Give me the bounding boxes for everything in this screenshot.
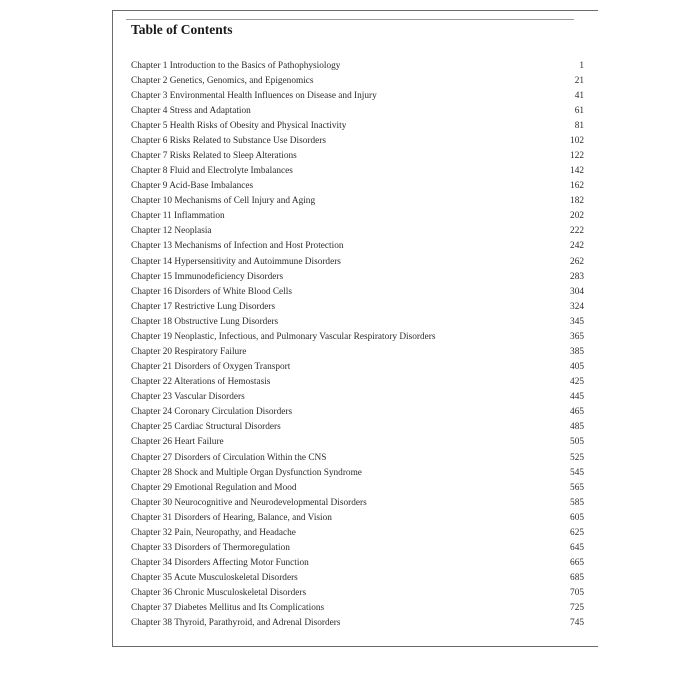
toc-entry-page-number: 745 bbox=[570, 618, 584, 629]
toc-entry bbox=[131, 209, 584, 224]
toc-entry bbox=[131, 254, 584, 269]
toc-entry-page-number: 262 bbox=[570, 256, 584, 267]
toc-entry-page-number: 665 bbox=[570, 558, 584, 569]
toc-entry-title: Chapter 15 Immunodeficiency Disorders bbox=[131, 271, 284, 282]
toc-entry-title: Chapter 24 Coronary Circulation Disorders bbox=[131, 407, 293, 418]
toc-entry-title: Chapter 23 Vascular Disorders bbox=[131, 392, 245, 403]
toc-entry bbox=[131, 495, 584, 510]
toc-entry-title: Chapter 36 Chronic Musculoskeletal Disorders bbox=[131, 588, 307, 599]
toc-entry bbox=[131, 118, 584, 133]
toc-entry-title: Chapter 25 Cardiac Structural Disorders bbox=[131, 422, 281, 433]
toc-entry-title: Chapter 32 Pain, Neuropathy, and Headache bbox=[131, 527, 296, 538]
toc-entry bbox=[131, 465, 584, 480]
toc-entry-title: Chapter 26 Heart Failure bbox=[131, 437, 224, 448]
toc-entry-title: Chapter 31 Disorders of Hearing, Balance, and Vision bbox=[131, 512, 332, 523]
toc-entry bbox=[131, 435, 584, 450]
toc-entry-page-number: 505 bbox=[570, 437, 584, 448]
toc-entry-page-number: 525 bbox=[570, 452, 584, 463]
toc-entry bbox=[131, 194, 584, 209]
toc-entry bbox=[131, 314, 584, 329]
toc-entry bbox=[131, 103, 584, 118]
toc-entry-page-number: 122 bbox=[570, 151, 584, 161]
toc-entry bbox=[131, 525, 584, 540]
toc-entry-title: Chapter 33 Disorders of Thermoregulation bbox=[131, 543, 290, 554]
toc-list bbox=[131, 58, 584, 631]
toc-entry-title: Chapter 9 Acid-Base Imbalances bbox=[131, 181, 254, 192]
toc-entry bbox=[131, 73, 584, 88]
toc-entry-page-number: 1 bbox=[579, 60, 584, 71]
toc-entry-title: Chapter 5 Health Risks of Obesity and Physical Inactivity bbox=[131, 120, 347, 131]
toc-entry-page-number: 645 bbox=[570, 543, 584, 554]
toc-entry bbox=[131, 239, 584, 254]
toc-entry bbox=[131, 586, 584, 601]
toc-entry-page-number: 685 bbox=[570, 573, 584, 584]
toc-entry-page-number: 182 bbox=[570, 196, 584, 207]
toc-entry-page-number: 485 bbox=[570, 422, 584, 433]
toc-entry-title: Chapter 38 Thyroid, Parathyroid, and Adrenal Disorders bbox=[131, 618, 341, 629]
toc-entry-page-number: 445 bbox=[570, 392, 584, 403]
toc-entry-title: Chapter 11 Inflammation bbox=[131, 211, 225, 222]
toc-entry-title: Chapter 17 Restrictive Lung Disorders bbox=[131, 301, 276, 312]
toc-entry-page-number: 81 bbox=[574, 120, 584, 131]
toc-entry-title: Chapter 7 Risks Related to Sleep Alterations bbox=[131, 151, 297, 161]
toc-entry-page-number: 21 bbox=[574, 75, 584, 86]
toc-entry bbox=[131, 179, 584, 194]
toc-entry bbox=[131, 284, 584, 299]
toc-entry bbox=[131, 480, 584, 495]
toc-entry bbox=[131, 58, 584, 73]
toc-entry-page-number: 102 bbox=[570, 135, 584, 146]
toc-entry bbox=[131, 375, 584, 390]
toc-entry-title: Chapter 21 Disorders of Oxygen Transport bbox=[131, 362, 291, 373]
toc-entry bbox=[131, 164, 584, 179]
toc-entry-title: Chapter 8 Fluid and Electrolyte Imbalances bbox=[131, 166, 293, 177]
toc-entry-title: Chapter 1 Introduction to the Basics of Pathophysiology bbox=[131, 60, 341, 71]
toc-entry bbox=[131, 390, 584, 405]
toc-entry-title: Chapter 27 Disorders of Circulation Within the CNS bbox=[131, 452, 327, 463]
toc-entry bbox=[131, 571, 584, 586]
toc-entry-page-number: 625 bbox=[570, 527, 584, 538]
page-title: Table of Contents bbox=[131, 22, 233, 37]
toc-entry bbox=[131, 405, 584, 420]
toc-entry bbox=[131, 133, 584, 148]
toc-entry-page-number: 304 bbox=[570, 286, 584, 297]
toc-entry-title: Chapter 14 Hypersensitivity and Autoimmune Disorders bbox=[131, 256, 341, 267]
toc-entry-title: Chapter 13 Mechanisms of Infection and Host Protection bbox=[131, 241, 344, 252]
toc-entry bbox=[131, 420, 584, 435]
toc-entry-title: Chapter 18 Obstructive Lung Disorders bbox=[131, 316, 279, 327]
toc-entry bbox=[131, 269, 584, 284]
toc-entry bbox=[131, 299, 584, 314]
toc-entry-title: Chapter 28 Shock and Multiple Organ Dysfunction Syndrome bbox=[131, 467, 362, 478]
toc-entry-title: Chapter 20 Respiratory Failure bbox=[131, 347, 247, 358]
toc-entry bbox=[131, 88, 584, 103]
toc-entry bbox=[131, 616, 584, 631]
toc-entry-title: Chapter 37 Diabetes Mellitus and Its Complications bbox=[131, 603, 325, 614]
toc-entry bbox=[131, 344, 584, 359]
toc-entry-title: Chapter 22 Alterations of Hemostasis bbox=[131, 377, 271, 388]
toc-entry-title: Chapter 19 Neoplastic, Infectious, and Pulmonary Vascular Respiratory Disorders bbox=[131, 331, 436, 342]
toc-entry-page-number: 705 bbox=[570, 588, 584, 599]
toc-entry bbox=[131, 450, 584, 465]
toc-entry-page-number: 405 bbox=[570, 362, 584, 373]
toc-entry-page-number: 545 bbox=[570, 467, 584, 478]
toc-entry-page-number: 385 bbox=[570, 347, 584, 358]
toc-entry bbox=[131, 148, 584, 163]
toc-entry-page-number: 162 bbox=[570, 181, 584, 192]
toc-entry-title: Chapter 30 Neurocognitive and Neurodevelopmental Disorders bbox=[131, 497, 367, 508]
toc-entry-title: Chapter 16 Disorders of White Blood Cells bbox=[131, 286, 292, 297]
toc-entry-title: Chapter 4 Stress and Adaptation bbox=[131, 105, 251, 116]
toc-entry-title: Chapter 12 Neoplasia bbox=[131, 226, 212, 237]
toc-entry-title: Chapter 10 Mechanisms of Cell Injury and Aging bbox=[131, 196, 316, 207]
toc-entry-page-number: 61 bbox=[574, 105, 584, 116]
toc-entry-page-number: 465 bbox=[570, 407, 584, 418]
toc-entry-page-number: 324 bbox=[570, 301, 584, 312]
toc-entry bbox=[131, 541, 584, 556]
toc-entry bbox=[131, 360, 584, 375]
toc-entry-page-number: 41 bbox=[574, 90, 584, 101]
toc-entry-title: Chapter 3 Environmental Health Influences on Disease and Injury bbox=[131, 90, 377, 101]
toc-entry-title: Chapter 34 Disorders Affecting Motor Function bbox=[131, 558, 309, 569]
toc-entry-title: Chapter 35 Acute Musculoskeletal Disorders bbox=[131, 573, 298, 584]
toc-entry-page-number: 242 bbox=[570, 241, 584, 252]
toc-entry-page-number: 725 bbox=[570, 603, 584, 614]
toc-entry-page-number: 345 bbox=[570, 316, 584, 327]
toc-entry bbox=[131, 329, 584, 344]
toc-entry-title: Chapter 2 Genetics, Genomics, and Epigenomics bbox=[131, 75, 314, 86]
toc-entry-page-number: 202 bbox=[570, 211, 584, 222]
toc-entry-page-number: 142 bbox=[570, 166, 584, 177]
toc-entry bbox=[131, 510, 584, 525]
toc-entry bbox=[131, 556, 584, 571]
toc-entry bbox=[131, 601, 584, 616]
toc-entry-title: Chapter 29 Emotional Regulation and Mood bbox=[131, 482, 297, 493]
toc-entry-page-number: 425 bbox=[570, 377, 584, 388]
toc-entry-page-number: 283 bbox=[570, 271, 584, 282]
toc-entry-page-number: 565 bbox=[570, 482, 584, 493]
toc-entry-title: Chapter 6 Risks Related to Substance Use Disorders bbox=[131, 135, 326, 146]
toc-entry-page-number: 585 bbox=[570, 497, 584, 508]
toc-entry bbox=[131, 224, 584, 239]
toc-entry-page-number: 365 bbox=[570, 331, 584, 342]
toc-entry-page-number: 605 bbox=[570, 512, 584, 523]
toc-entry-page-number: 222 bbox=[570, 226, 584, 237]
